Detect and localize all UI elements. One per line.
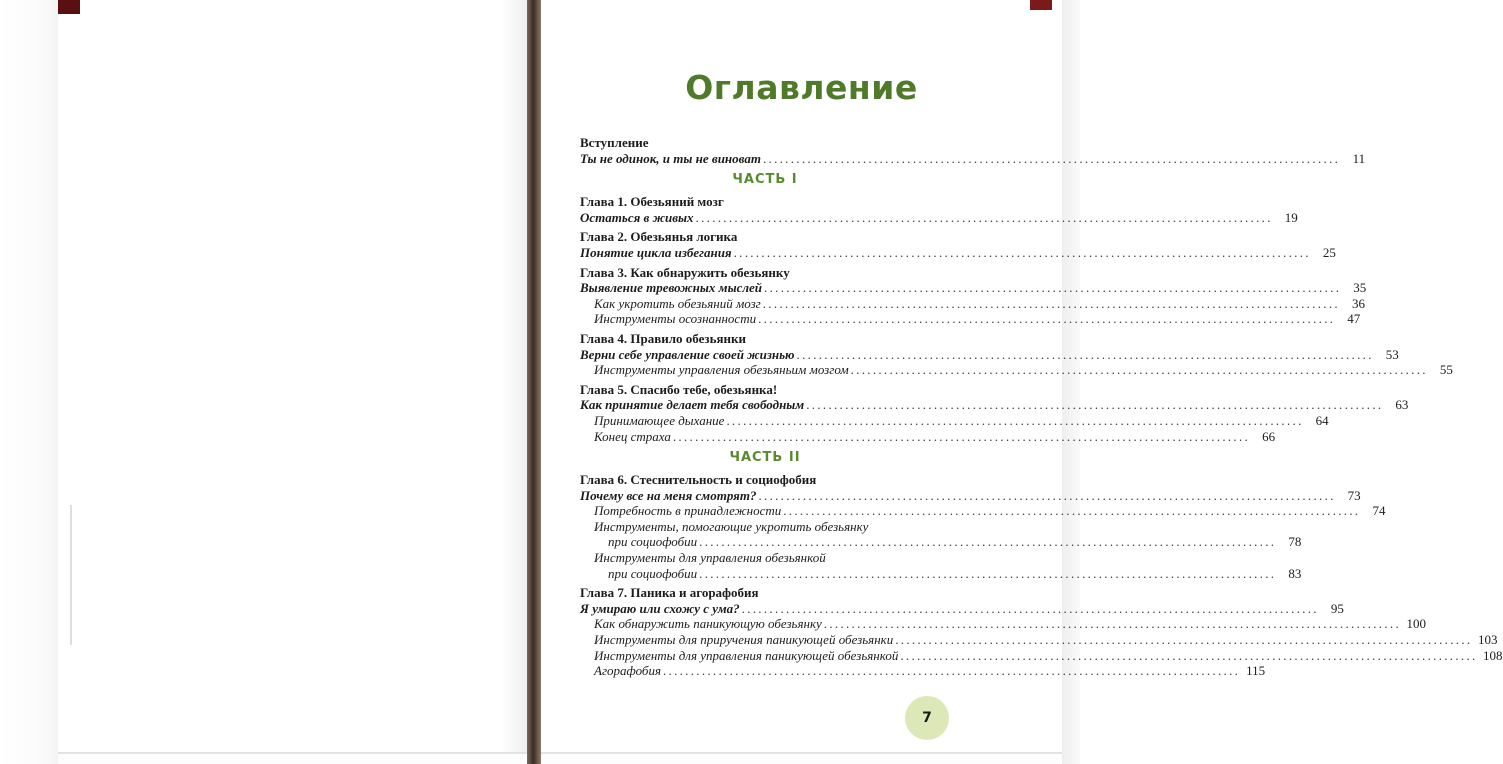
toc-chapter-heading: Глава 1. Обезьяний мозг	[580, 194, 724, 210]
page-ref: 73	[1347, 487, 1361, 503]
toc-subentry[interactable]: Принимающее дыхание ........................................................................................................ 64	[594, 412, 1329, 428]
toc-subentry[interactable]: Инструменты управления обезьяньим мозгом ........................................................................................................ 55	[594, 362, 1453, 378]
page-ref: 55	[1439, 362, 1453, 378]
page-ref: 47	[1347, 311, 1361, 327]
bookmark-ribbon	[58, 0, 80, 14]
dot-leader: ........................................................................................................	[806, 397, 1384, 413]
toc-entry[interactable]: Ты не одинок, и ты не виноват ........................................................................................................ 11	[580, 150, 1366, 166]
dot-leader: ........................................................................................................	[695, 209, 1273, 225]
dot-leader: ........................................................................................................	[699, 565, 1277, 581]
toc-subentry[interactable]: Инструменты, помогающие укротить обезьянку	[594, 518, 869, 534]
page-ref: 11	[1352, 150, 1366, 166]
page-ref: 103	[1477, 632, 1498, 648]
toc-chapter-heading: Глава 2. Обезьянья логика	[580, 229, 738, 245]
toc-chapter-heading: Глава 7. Паника и агорафобия	[580, 585, 759, 601]
page-title: Оглавление	[685, 68, 918, 107]
left-page	[58, 0, 528, 754]
left-page-edge	[0, 0, 58, 764]
dot-leader: ........................................................................................................	[726, 412, 1304, 428]
page-ref: 63	[1395, 397, 1409, 413]
toc-subentry[interactable]: Конец страха ........................................................................................................ 66	[594, 428, 1276, 444]
page-number-badge: 7	[905, 696, 949, 740]
dot-leader: ........................................................................................................	[762, 295, 1340, 311]
toc-subentry[interactable]: Инструменты для управления паникующей обезьянкой ........................................................................................................ 108	[594, 647, 1503, 663]
dot-leader: ........................................................................................................	[758, 311, 1336, 327]
page-ref: 19	[1284, 209, 1298, 225]
toc-entry[interactable]: Остаться в живых ........................................................................................................ 19	[580, 209, 1298, 225]
cover-corner	[1030, 0, 1052, 10]
toc-chapter-heading: Глава 4. Правило обезьянки	[580, 330, 746, 346]
toc-chapter-heading: Глава 3. Как обнаружить обезьянку	[580, 264, 790, 280]
dot-leader: ........................................................................................................	[850, 362, 1428, 378]
part-label: ЧАСТЬ II	[729, 450, 801, 466]
left-page-mark	[70, 505, 72, 645]
dot-leader: ........................................................................................................	[762, 150, 1341, 166]
toc-subentry[interactable]: Агорафобия ........................................................................................................ 115	[594, 663, 1266, 679]
page-ref: 66	[1262, 428, 1276, 444]
dot-leader: ........................................................................................................	[895, 632, 1473, 648]
table-of-contents	[580, 135, 1503, 679]
toc-intro-heading: Вступление	[580, 135, 649, 150]
toc-entry[interactable]: Верни себе управление своей жизнью ........................................................................................................ 53	[580, 346, 1399, 362]
dot-leader: ........................................................................................................	[741, 600, 1319, 616]
page-ref: 95	[1330, 600, 1344, 616]
page-ref: 25	[1322, 244, 1336, 260]
toc-subentry[interactable]: Потребность в принадлежности ........................................................................................................ 74	[594, 503, 1386, 519]
toc-entry[interactable]: Почему все на меня смотрят? ........................................................................................................ 73	[580, 487, 1361, 503]
toc-subentry[interactable]: Как укротить обезьяний мозг ........................................................................................................ 36	[594, 295, 1365, 311]
toc-subentry[interactable]: Инструменты для управления обезьянкой	[594, 550, 826, 566]
page-ref: 74	[1372, 503, 1386, 519]
dot-leader: ........................................................................................................	[783, 503, 1361, 519]
dot-leader: ........................................................................................................	[764, 280, 1342, 296]
page-ref: 64	[1315, 412, 1329, 428]
toc-entry[interactable]: Понятие цикла избегания ........................................................................................................ 25	[580, 244, 1336, 260]
toc-entry[interactable]: Я умираю или схожу с ума? ........................................................................................................ 95	[580, 600, 1344, 616]
page-ref: 115	[1246, 663, 1266, 679]
toc-subentry[interactable]: Инструменты осознанности ........................................................................................................ 47	[594, 311, 1361, 327]
toc-chapter-heading: Глава 6. Стеснительность и социофобия	[580, 472, 817, 488]
dot-leader: ........................................................................................................	[733, 244, 1311, 260]
dot-leader: ........................................................................................................	[900, 647, 1478, 663]
toc-subentry[interactable]: Как обнаружить паникующую обезьянку ........................................................................................................ 100	[594, 616, 1426, 632]
page-ref: 83	[1288, 565, 1302, 581]
left-page-shadow	[500, 0, 530, 752]
page-ref: 36	[1351, 295, 1365, 311]
page-ref: 108	[1483, 647, 1503, 663]
page-ref: 35	[1353, 280, 1367, 296]
dot-leader: ........................................................................................................	[823, 616, 1401, 632]
toc-entry[interactable]: Выявление тревожных мыслей ........................................................................................................ 35	[580, 280, 1367, 296]
toc-entry[interactable]: Как принятие делает тебя свободным ........................................................................................................ 63	[580, 397, 1409, 413]
dot-leader: ........................................................................................................	[672, 428, 1251, 444]
book-spine-gutter	[527, 0, 541, 764]
page-ref: 100	[1406, 616, 1426, 632]
toc-subentry[interactable]: Инструменты для приручения паникующей обезьянки ........................................................................................................ 103	[594, 632, 1498, 648]
toc-chapter-heading: Глава 5. Спасибо тебе, обезьянка!	[580, 381, 778, 397]
page-ref: 53	[1385, 346, 1399, 362]
page-ref: 78	[1288, 534, 1302, 550]
dot-leader: ........................................................................................................	[796, 346, 1374, 362]
toc-subentry[interactable]: при социофобии ........................................................................................................ 83	[608, 565, 1302, 581]
dot-leader: ........................................................................................................	[662, 663, 1241, 679]
dot-leader: ........................................................................................................	[699, 534, 1277, 550]
toc-subentry[interactable]: при социофобии ........................................................................................................ 78	[608, 534, 1302, 550]
part-label: ЧАСТЬ I	[732, 172, 798, 188]
dot-leader: ........................................................................................................	[758, 487, 1336, 503]
